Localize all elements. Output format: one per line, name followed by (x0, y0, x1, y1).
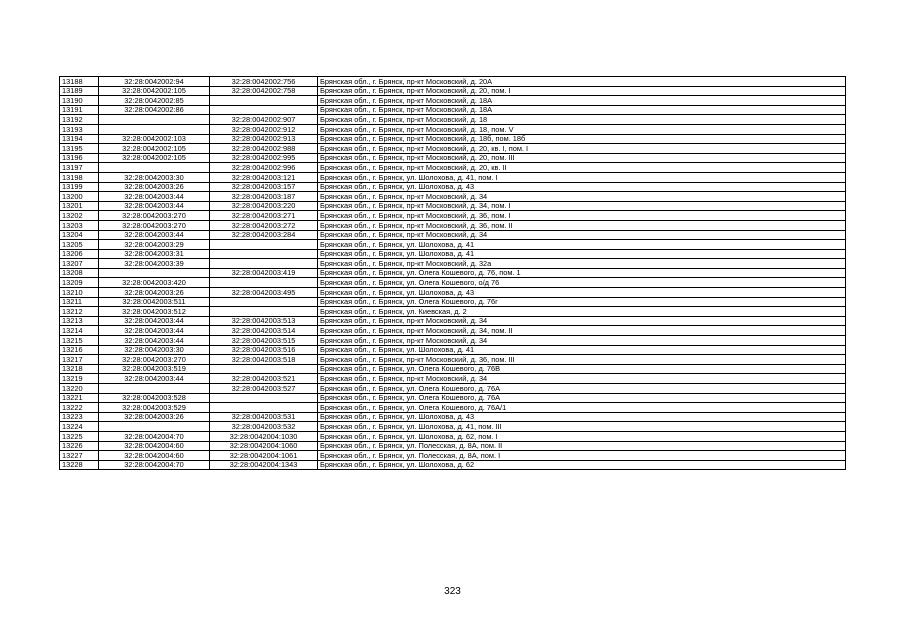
building-cadastral-number-cell: 32:28:0042003:284 (210, 230, 318, 240)
cadastral-number-cell: 32:28:0042002:85 (99, 96, 210, 106)
table-row (60, 297, 846, 307)
building-cadastral-number-cell: 32:28:0042003:515 (210, 336, 318, 346)
building-cadastral-number-cell (210, 403, 318, 413)
building-cadastral-number-cell: 32:28:0042003:531 (210, 412, 318, 422)
building-cadastral-number-cell: 32:28:0042003:157 (210, 182, 318, 192)
cadastral-number-cell: 32:28:0042003:519 (99, 364, 210, 374)
row-number-cell: 13205 (60, 240, 99, 250)
cadastral-number-cell (99, 115, 210, 125)
table-row (60, 86, 846, 96)
table-row (60, 412, 846, 422)
cadastral-table (59, 76, 846, 470)
table-row (60, 144, 846, 154)
table-row (60, 451, 846, 461)
building-cadastral-number-cell: 32:28:0042002:907 (210, 115, 318, 125)
building-cadastral-number-cell: 32:28:0042003:220 (210, 201, 318, 211)
cadastral-number-cell (99, 268, 210, 278)
building-cadastral-number-cell: 32:28:0042002:912 (210, 124, 318, 134)
row-number-cell: 13209 (60, 278, 99, 288)
cadastral-number-cell (99, 384, 210, 394)
cadastral-number-cell: 32:28:0042003:44 (99, 230, 210, 240)
cadastral-number-cell: 32:28:0042003:31 (99, 249, 210, 259)
address-cell: Брянская обл., г. Брянск, ул. Полесская, д. 8А, пом. II (318, 441, 846, 451)
cadastral-number-cell: 32:28:0042003:44 (99, 316, 210, 326)
table-row (60, 364, 846, 374)
row-number-cell: 13219 (60, 374, 99, 384)
address-cell: Брянская обл., г. Брянск, пр-кт Московский, д. 34 (318, 192, 846, 202)
building-cadastral-number-cell: 32:28:0042002:995 (210, 153, 318, 163)
address-cell: Брянская обл., г. Брянск, пр-кт Московский, д. 20, пом. I (318, 86, 846, 96)
address-cell: Брянская обл., г. Брянск, ул. Олега Кошевого, о/д 76 (318, 278, 846, 288)
table-row (60, 307, 846, 317)
row-number-cell: 13225 (60, 431, 99, 441)
building-cadastral-number-cell: 32:28:0042003:271 (210, 211, 318, 221)
address-cell: Брянская обл., г. Брянск, ул. Олега Кошевого, д. 76А/1 (318, 403, 846, 413)
table-row (60, 115, 846, 125)
address-cell: Брянская обл., г. Брянск, ул. Олега Кошевого, д. 76А (318, 393, 846, 403)
cadastral-number-cell: 32:28:0042003:44 (99, 374, 210, 384)
row-number-cell: 13214 (60, 326, 99, 336)
building-cadastral-number-cell: 32:28:0042002:996 (210, 163, 318, 173)
address-cell: Брянская обл., г. Брянск, ул. Шолохова, д. 43 (318, 412, 846, 422)
cadastral-number-cell (99, 163, 210, 173)
building-cadastral-number-cell: 32:28:0042003:521 (210, 374, 318, 384)
address-cell: Брянская обл., г. Брянск, ул. Шолохова, д. 41, пом. I (318, 172, 846, 182)
row-number-cell: 13212 (60, 307, 99, 317)
address-cell: Брянская обл., г. Брянск, пр-кт Московский, д. 36, пом. II (318, 220, 846, 230)
building-cadastral-number-cell (210, 278, 318, 288)
row-number-cell: 13213 (60, 316, 99, 326)
row-number-cell: 13188 (60, 77, 99, 87)
row-number-cell: 13223 (60, 412, 99, 422)
cadastral-number-cell: 32:28:0042003:528 (99, 393, 210, 403)
cadastral-number-cell: 32:28:0042003:44 (99, 336, 210, 346)
row-number-cell: 13191 (60, 105, 99, 115)
address-cell: Брянская обл., г. Брянск, ул. Шолохова, д. 41, пом. III (318, 422, 846, 432)
table-row (60, 77, 846, 87)
table-row (60, 384, 846, 394)
row-number-cell: 13200 (60, 192, 99, 202)
row-number-cell: 13224 (60, 422, 99, 432)
building-cadastral-number-cell (210, 240, 318, 250)
cadastral-number-cell: 32:28:0042003:512 (99, 307, 210, 317)
row-number-cell: 13190 (60, 96, 99, 106)
address-cell: Брянская обл., г. Брянск, ул. Шолохова, д. 41 (318, 249, 846, 259)
cadastral-number-cell: 32:28:0042002:94 (99, 77, 210, 87)
address-cell: Брянская обл., г. Брянск, ул. Полесская, д. 8А, пом. I (318, 451, 846, 461)
building-cadastral-number-cell (210, 249, 318, 259)
table-row (60, 124, 846, 134)
table-row (60, 240, 846, 250)
building-cadastral-number-cell (210, 393, 318, 403)
cadastral-number-cell: 32:28:0042004:60 (99, 441, 210, 451)
row-number-cell: 13208 (60, 268, 99, 278)
address-cell: Брянская обл., г. Брянск, пр-кт Московский, д. 20А (318, 77, 846, 87)
row-number-cell: 13202 (60, 211, 99, 221)
cadastral-number-cell: 32:28:0042002:103 (99, 134, 210, 144)
address-cell: Брянская обл., г. Брянск, ул. Киевская, д. 2 (318, 307, 846, 317)
row-number-cell: 13210 (60, 288, 99, 298)
building-cadastral-number-cell: 32:28:0042004:1030 (210, 431, 318, 441)
row-number-cell: 13195 (60, 144, 99, 154)
table-row (60, 403, 846, 413)
address-cell: Брянская обл., г. Брянск, пр-кт Московский, д. 34 (318, 336, 846, 346)
building-cadastral-number-cell: 32:28:0042002:756 (210, 77, 318, 87)
building-cadastral-number-cell (210, 307, 318, 317)
address-cell: Брянская обл., г. Брянск, пр-кт Московский, д. 18 (318, 115, 846, 125)
page-number: 323 (444, 586, 461, 597)
address-cell: Брянская обл., г. Брянск, пр-кт Московский, д. 36, пом. III (318, 355, 846, 365)
cadastral-number-cell: 32:28:0042003:39 (99, 259, 210, 269)
building-cadastral-number-cell: 32:28:0042002:913 (210, 134, 318, 144)
row-number-cell: 13218 (60, 364, 99, 374)
cadastral-number-cell (99, 124, 210, 134)
address-cell: Брянская обл., г. Брянск, ул. Олега Кошевого, д. 76А (318, 384, 846, 394)
table-row (60, 259, 846, 269)
address-cell: Брянская обл., г. Брянск, пр-кт Московский, д. 18А (318, 105, 846, 115)
cadastral-number-cell: 32:28:0042003:44 (99, 326, 210, 336)
building-cadastral-number-cell: 32:28:0042002:988 (210, 144, 318, 154)
table-row (60, 249, 846, 259)
table-row (60, 374, 846, 384)
row-number-cell: 13207 (60, 259, 99, 269)
building-cadastral-number-cell (210, 364, 318, 374)
table-row (60, 192, 846, 202)
table-row (60, 355, 846, 365)
cadastral-table-body (60, 77, 846, 470)
address-cell: Брянская обл., г. Брянск, ул. Олега Кошевого, д. 76г (318, 297, 846, 307)
building-cadastral-number-cell: 32:28:0042003:495 (210, 288, 318, 298)
address-cell: Брянская обл., г. Брянск, пр-кт Московский, д. 18А (318, 96, 846, 106)
building-cadastral-number-cell: 32:28:0042003:513 (210, 316, 318, 326)
address-cell: Брянская обл., г. Брянск, пр-кт Московский, д. 36, пом. I (318, 211, 846, 221)
building-cadastral-number-cell: 32:28:0042002:758 (210, 86, 318, 96)
address-cell: Брянская обл., г. Брянск, ул. Шолохова, д. 41 (318, 240, 846, 250)
address-cell: Брянская обл., г. Брянск, ул. Шолохова, д. 62 (318, 460, 846, 470)
cadastral-number-cell: 32:28:0042003:270 (99, 220, 210, 230)
cadastral-number-cell: 32:28:0042003:511 (99, 297, 210, 307)
row-number-cell: 13199 (60, 182, 99, 192)
building-cadastral-number-cell: 32:28:0042003:187 (210, 192, 318, 202)
table-row (60, 393, 846, 403)
row-number-cell: 13198 (60, 172, 99, 182)
table-row (60, 172, 846, 182)
cadastral-number-cell: 32:28:0042003:26 (99, 288, 210, 298)
address-cell: Брянская обл., г. Брянск, ул. Шолохова, д. 43 (318, 182, 846, 192)
address-cell: Брянская обл., г. Брянск, пр-кт Московский, д. 18, пом. V (318, 124, 846, 134)
row-number-cell: 13196 (60, 153, 99, 163)
table-row (60, 182, 846, 192)
row-number-cell: 13206 (60, 249, 99, 259)
cadastral-number-cell: 32:28:0042003:270 (99, 211, 210, 221)
table-row (60, 230, 846, 240)
cadastral-number-cell: 32:28:0042003:30 (99, 172, 210, 182)
cadastral-number-cell: 32:28:0042003:44 (99, 201, 210, 211)
row-number-cell: 13221 (60, 393, 99, 403)
address-cell: Брянская обл., г. Брянск, пр-кт Московский, д. 20, пом. III (318, 153, 846, 163)
cadastral-number-cell: 32:28:0042003:26 (99, 412, 210, 422)
row-number-cell: 13217 (60, 355, 99, 365)
cadastral-number-cell: 32:28:0042003:529 (99, 403, 210, 413)
address-cell: Брянская обл., г. Брянск, ул. Олега Кошевого, д. 76В (318, 364, 846, 374)
cadastral-number-cell: 32:28:0042002:105 (99, 153, 210, 163)
building-cadastral-number-cell (210, 96, 318, 106)
row-number-cell: 13189 (60, 86, 99, 96)
row-number-cell: 13197 (60, 163, 99, 173)
building-cadastral-number-cell (210, 297, 318, 307)
cadastral-number-cell: 32:28:0042004:70 (99, 460, 210, 470)
building-cadastral-number-cell: 32:28:0042003:272 (210, 220, 318, 230)
building-cadastral-number-cell: 32:28:0042004:1061 (210, 451, 318, 461)
row-number-cell: 13204 (60, 230, 99, 240)
table-row (60, 336, 846, 346)
table-row (60, 422, 846, 432)
table-row (60, 288, 846, 298)
row-number-cell: 13226 (60, 441, 99, 451)
table-row (60, 431, 846, 441)
table-row (60, 345, 846, 355)
building-cadastral-number-cell (210, 105, 318, 115)
address-cell: Брянская обл., г. Брянск, пр-кт Московский, д. 34 (318, 230, 846, 240)
table-row (60, 201, 846, 211)
table-row (60, 105, 846, 115)
row-number-cell: 13215 (60, 336, 99, 346)
table-row (60, 278, 846, 288)
building-cadastral-number-cell: 32:28:0042003:514 (210, 326, 318, 336)
table-row (60, 220, 846, 230)
cadastral-number-cell: 32:28:0042003:26 (99, 182, 210, 192)
address-cell: Брянская обл., г. Брянск, пр-кт Московский, д. 34 (318, 316, 846, 326)
row-number-cell: 13203 (60, 220, 99, 230)
table-row (60, 316, 846, 326)
table-row (60, 153, 846, 163)
cadastral-number-cell: 32:28:0042004:70 (99, 431, 210, 441)
row-number-cell: 13227 (60, 451, 99, 461)
address-cell: Брянская обл., г. Брянск, ул. Олега Кошевого, д. 76, пом. 1 (318, 268, 846, 278)
building-cadastral-number-cell: 32:28:0042004:1060 (210, 441, 318, 451)
cadastral-number-cell: 32:28:0042002:105 (99, 144, 210, 154)
address-cell: Брянская обл., г. Брянск, пр-кт Московский, д. 34, пом. II (318, 326, 846, 336)
address-cell: Брянская обл., г. Брянск, пр-кт Московский, д. 32а (318, 259, 846, 269)
row-number-cell: 13192 (60, 115, 99, 125)
address-cell: Брянская обл., г. Брянск, пр-кт Московский, д. 20, кв. I, пом. I (318, 144, 846, 154)
cadastral-number-cell: 32:28:0042003:270 (99, 355, 210, 365)
table-row (60, 460, 846, 470)
row-number-cell: 13216 (60, 345, 99, 355)
building-cadastral-number-cell (210, 259, 318, 269)
table-row (60, 211, 846, 221)
table-row (60, 441, 846, 451)
building-cadastral-number-cell: 32:28:0042003:527 (210, 384, 318, 394)
building-cadastral-number-cell: 32:28:0042003:419 (210, 268, 318, 278)
row-number-cell: 13222 (60, 403, 99, 413)
building-cadastral-number-cell: 32:28:0042003:121 (210, 172, 318, 182)
address-cell: Брянская обл., г. Брянск, пр-кт Московский, д. 34 (318, 374, 846, 384)
building-cadastral-number-cell: 32:28:0042003:532 (210, 422, 318, 432)
building-cadastral-number-cell: 32:28:0042004:1343 (210, 460, 318, 470)
row-number-cell: 13228 (60, 460, 99, 470)
cadastral-number-cell: 32:28:0042002:105 (99, 86, 210, 96)
cadastral-number-cell: 32:28:0042003:29 (99, 240, 210, 250)
row-number-cell: 13211 (60, 297, 99, 307)
table-row (60, 326, 846, 336)
building-cadastral-number-cell: 32:28:0042003:518 (210, 355, 318, 365)
cadastral-number-cell: 32:28:0042003:30 (99, 345, 210, 355)
address-cell: Брянская обл., г. Брянск, пр-кт Московский, д. 34, пом. I (318, 201, 846, 211)
table-row (60, 268, 846, 278)
row-number-cell: 13201 (60, 201, 99, 211)
row-number-cell: 13194 (60, 134, 99, 144)
row-number-cell: 13193 (60, 124, 99, 134)
cadastral-number-cell (99, 422, 210, 432)
table-row (60, 96, 846, 106)
address-cell: Брянская обл., г. Брянск, пр-кт Московский, д. 20, кв. II (318, 163, 846, 173)
address-cell: Брянская обл., г. Брянск, ул. Шолохова, д. 41 (318, 345, 846, 355)
building-cadastral-number-cell: 32:28:0042003:516 (210, 345, 318, 355)
cadastral-number-cell: 32:28:0042004:60 (99, 451, 210, 461)
row-number-cell: 13220 (60, 384, 99, 394)
cadastral-number-cell: 32:28:0042002:86 (99, 105, 210, 115)
address-cell: Брянская обл., г. Брянск, пр-кт Московский, д. 18б, пом. 18б (318, 134, 846, 144)
cadastral-number-cell: 32:28:0042003:420 (99, 278, 210, 288)
cadastral-number-cell: 32:28:0042003:44 (99, 192, 210, 202)
table-row (60, 163, 846, 173)
table-row (60, 134, 846, 144)
address-cell: Брянская обл., г. Брянск, ул. Шолохова, д. 43 (318, 288, 846, 298)
address-cell: Брянская обл., г. Брянск, ул. Шолохова, д. 62, пом. I (318, 431, 846, 441)
